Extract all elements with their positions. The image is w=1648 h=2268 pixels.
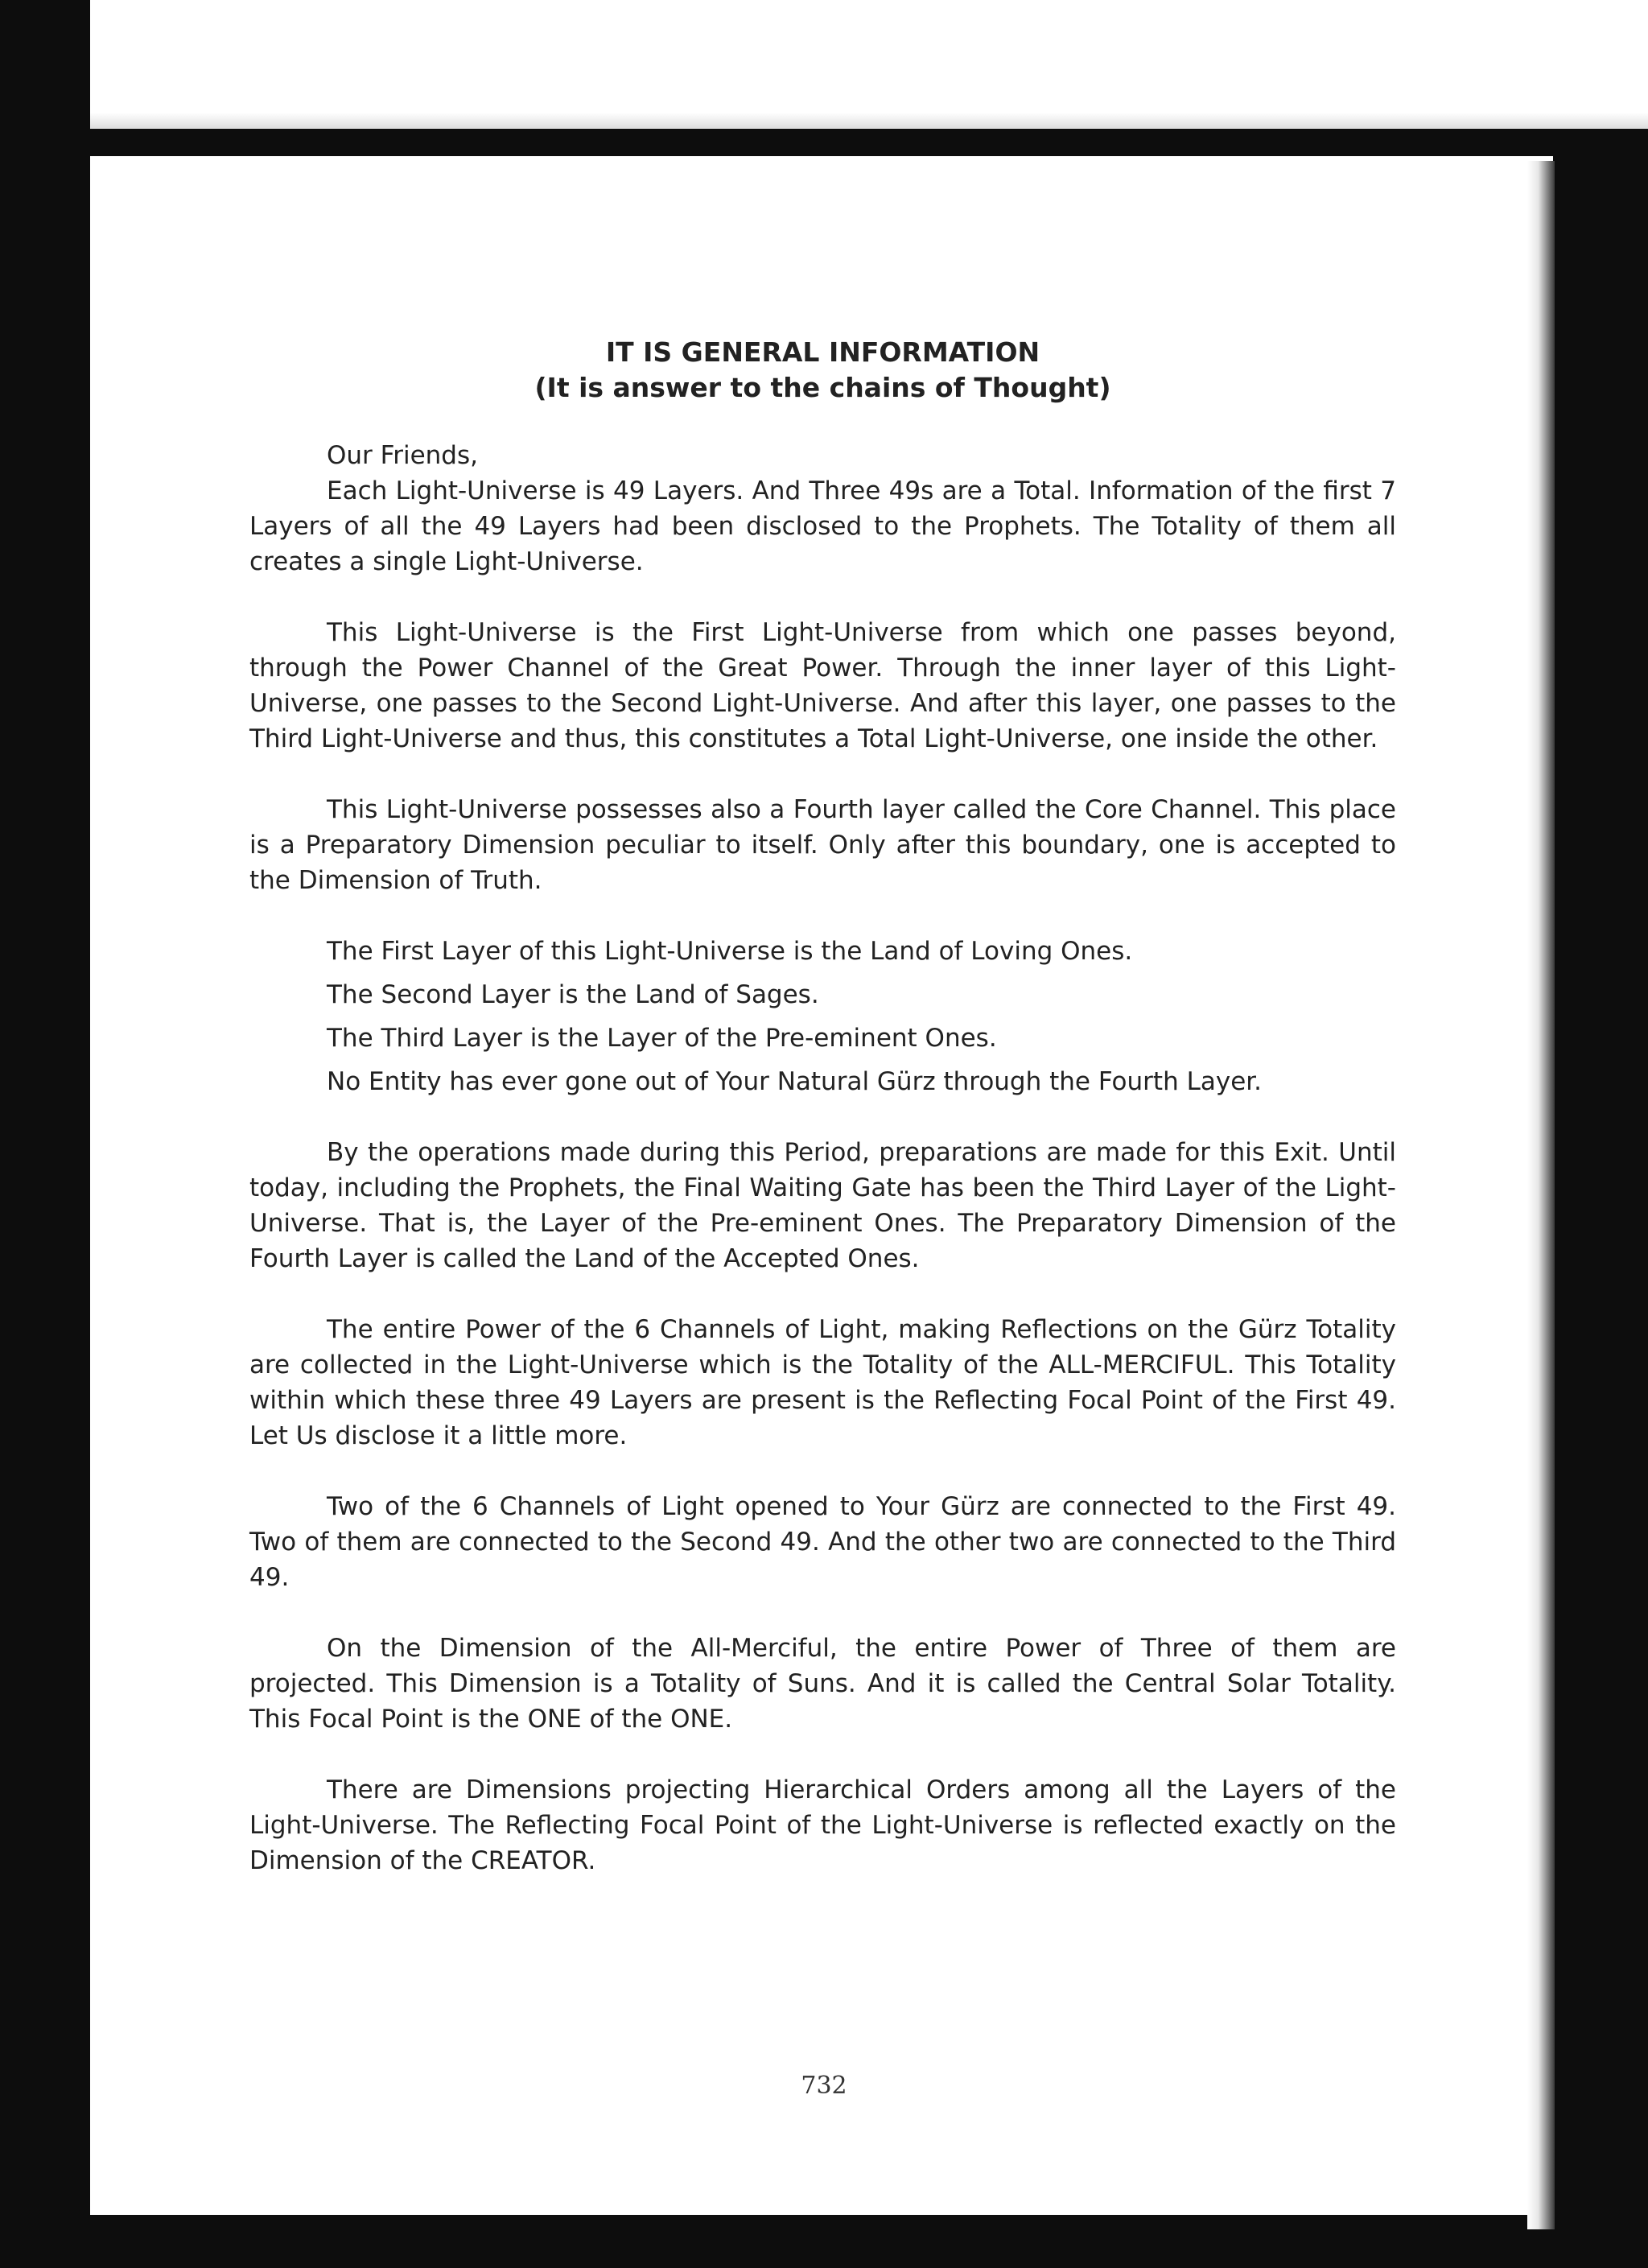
scan-border-bottom [0,2215,1648,2268]
paragraph: This Light-Universe possesses also a Fourth layer called the Core Channel. This place is a Preparatory Dimension peculiar to itself. Only after this boundary, one is accepted to the Dimension of Truth. [249,795,1396,895]
list-item: The Third Layer is the Layer of the Pre-eminent Ones. [327,1024,997,1053]
paragraph: On the Dimension of the All-Merciful, the entire Power of Three of them are projected. This Dimension is a Totality of Suns. And it is called the Central Solar Totality. This Focal Point is the ONE of the ONE. [249,1634,1396,1734]
page-number: 732 [801,2072,847,2100]
scan-border-left [0,0,90,2268]
page-edge-shadow [1527,161,1555,2229]
scan-border-top [0,129,1648,156]
paragraph: This Light-Universe is the First Light-Universe from which one passes beyond, through the Power Channel of the Great Power. Through the inner layer of this Light-Universe, one passes to the Second Light-Universe. And after this layer, one passes to the Third Light-Universe and thus, this constitutes a Total Light-Universe, one inside the other. [249,618,1396,753]
document-subtitle: (It is answer to the chains of Thought) [534,372,1111,403]
list-item: No Entity has ever gone out of Your Natural Gürz through the Fourth Layer. [327,1067,1263,1096]
paragraph: There are Dimensions projecting Hierarchical Orders among all the Layers of the Light-Universe. The Reflecting Focal Point of the Light-Universe is reflected exactly on the Dimension of the CREATOR. [249,1775,1396,1875]
paragraph: The entire Power of the 6 Channels of Light, making Reflections on the Gürz Totality are collected in the Light-Universe which is the Totality of the ALL-MERCIFUL. This Totality within which these three 49 Layers are present is the Reflecting Focal Point of the First 49. Let Us disclose it a little more. [249,1315,1396,1450]
greeting: Our Friends, [327,441,478,470]
paragraph: By the operations made during this Period, preparations are made for this Exit. Until today, including the Prophets, the Final Waiting Gate has been the Third Layer of the Light-Universe. That is, the Layer of the Pre-eminent Ones. The Preparatory Dimension of the Fourth Layer is called the Land of the Accepted Ones. [249,1138,1396,1273]
list-item: The First Layer of this Light-Universe is the Land of Loving Ones. [327,937,1133,966]
paragraph: Two of the 6 Channels of Light opened to Your Gürz are connected to the First 49. Two of them are connected to the Second 49. And the other two are connected to the Third 49. [249,1492,1396,1592]
paragraph: Each Light-Universe is 49 Layers. And Three 49s are a Total. Information of the first 7 Layers of all the 49 Layers had been disclosed to the Prophets. The Totality of them all creates a single Light-Universe. [249,476,1396,576]
document-title: IT IS GENERAL INFORMATION [605,336,1040,368]
scan-shadow-top [0,113,1648,130]
layers-list [249,934,1396,1099]
page-content [249,335,1396,1914]
scan-border-right [1553,153,1648,2268]
list-item: The Second Layer is the Land of Sages. [327,980,819,1009]
